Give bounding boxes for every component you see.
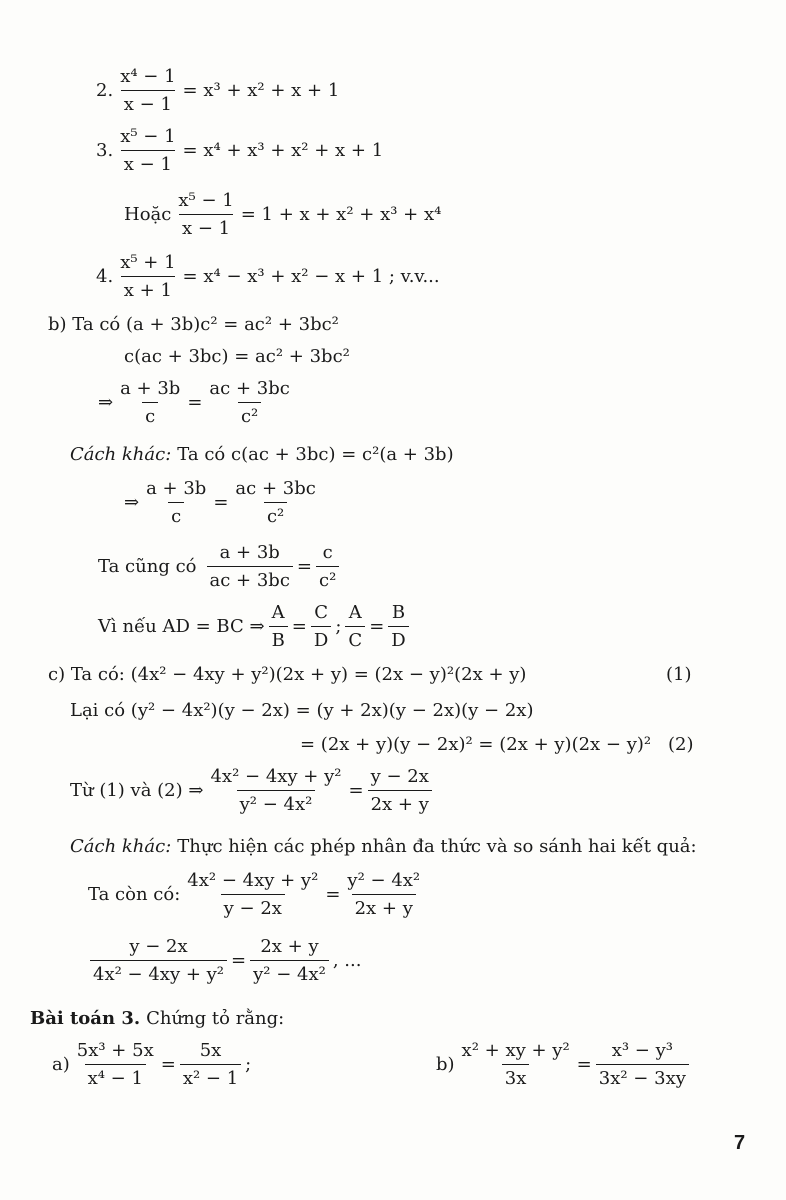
denominator: c² — [264, 502, 287, 526]
fraction — [143, 480, 209, 526]
equation-tag-1: (1) — [666, 664, 692, 685]
denominator: 2x + y — [368, 790, 432, 814]
numerator: 2x + y — [260, 936, 319, 957]
denominator: x⁴ − 1 — [85, 1064, 146, 1088]
denominator: c² — [238, 402, 261, 426]
fraction — [232, 480, 318, 526]
denominator: c — [168, 502, 184, 526]
equals: = — [231, 950, 247, 971]
fraction — [207, 544, 293, 590]
alt-label: Cách khác: — [70, 836, 172, 857]
fraction — [388, 604, 408, 650]
numerator: a + 3b — [146, 478, 207, 499]
numerator: ac + 3bc — [209, 378, 290, 399]
part-b-line2: c(ac + 3bc) = ac² + 3bc² — [124, 346, 350, 367]
label: Hoặc — [124, 204, 172, 225]
fraction — [175, 192, 236, 238]
implies-symbol: ⇒ — [124, 492, 140, 513]
numerator: a + 3b — [219, 542, 280, 563]
part-b-line7 — [98, 604, 413, 650]
alternative-1 — [70, 446, 454, 464]
fraction — [269, 604, 288, 650]
fraction — [207, 768, 344, 814]
separator: ; — [335, 616, 342, 637]
numerator: A — [271, 602, 285, 623]
item-number: 3. — [96, 140, 114, 161]
numerator: x² + xy + y² — [461, 1040, 570, 1061]
separator: ; — [245, 1054, 252, 1075]
problem-3b — [436, 1042, 693, 1088]
fraction — [117, 254, 178, 300]
fraction — [206, 380, 292, 426]
fraction — [316, 544, 339, 590]
numerator: 5x — [199, 1040, 222, 1061]
ellipsis: , ... — [332, 950, 362, 971]
denominator: 3x — [502, 1064, 530, 1088]
rhs: = x⁴ + x³ + x² + x + 1 — [182, 140, 384, 161]
part-b-line3 — [98, 380, 297, 426]
numerator: y − 2x — [129, 936, 188, 957]
fraction — [90, 938, 227, 984]
equals: = — [213, 492, 229, 513]
implies-symbol: ⇒ — [98, 392, 114, 413]
fraction — [344, 872, 423, 918]
numerator: 4x² − 4xy + y² — [187, 870, 319, 891]
equals: = — [348, 780, 364, 801]
fraction — [368, 768, 432, 814]
fraction — [117, 380, 183, 426]
rhs: = 1 + x + x² + x³ + x⁴ — [240, 204, 442, 225]
equation-tag-2: (2) — [668, 734, 694, 755]
denominator: D — [311, 626, 331, 650]
problem-3a — [52, 1042, 251, 1088]
numerator: x³ − y³ — [611, 1040, 673, 1061]
numerator: x⁵ − 1 — [178, 190, 234, 211]
page-number: 7 — [734, 1132, 746, 1154]
item-label: a) — [52, 1054, 70, 1075]
numerator: B — [391, 602, 406, 623]
part-b-line6 — [98, 544, 343, 590]
alt-label: Cách khác: — [70, 444, 172, 465]
alt-text: Ta có c(ac + 3bc) = c²(a + 3b) — [177, 444, 454, 465]
label: Ta còn có: — [88, 884, 181, 905]
denominator: y² − 4x² — [237, 790, 316, 814]
denominator: B — [269, 626, 288, 650]
alternative-2 — [70, 838, 697, 856]
item-number: 4. — [96, 266, 114, 287]
part-b-line1: b) Ta có (a + 3b)c² = ac² + 3bc² — [48, 314, 339, 335]
numerator: ac + 3bc — [235, 478, 316, 499]
denominator: 4x² − 4xy + y² — [90, 960, 227, 984]
part-b-line5 — [124, 480, 323, 526]
part-c-line6 — [88, 872, 427, 918]
label: Vì nếu AD = BC ⇒ — [98, 616, 265, 637]
denominator: C — [345, 626, 365, 650]
numerator: 4x² − 4xy + y² — [210, 766, 342, 787]
denominator: x − 1 — [121, 150, 175, 174]
equation-alt — [124, 192, 441, 238]
problem-title: Bài toán 3. — [30, 1008, 141, 1029]
equals: = — [160, 1054, 176, 1075]
denominator: c² — [316, 566, 339, 590]
numerator: x⁵ − 1 — [120, 126, 176, 147]
denominator: x + 1 — [121, 276, 175, 300]
fraction — [311, 604, 331, 650]
fraction — [74, 1042, 157, 1088]
denominator: ac + 3bc — [207, 566, 293, 590]
equals: = — [296, 556, 312, 577]
equals: = — [187, 392, 203, 413]
label: Từ (1) và (2) ⇒ — [70, 780, 204, 801]
numerator: a + 3b — [120, 378, 181, 399]
item-label: b) — [436, 1054, 455, 1075]
denominator: 2x + y — [352, 894, 416, 918]
part-c-line3: = (2x + y)(y − 2x)² = (2x + y)(2x − y)² — [300, 734, 652, 755]
fraction — [596, 1042, 689, 1088]
denominator: x² − 1 — [180, 1064, 241, 1088]
denominator: y − 2x — [221, 894, 285, 918]
numerator: y² − 4x² — [347, 870, 421, 891]
numerator: c — [322, 542, 333, 563]
part-c-line7 — [86, 938, 361, 984]
numerator: x⁴ − 1 — [120, 66, 176, 87]
rhs: = x³ + x² + x + 1 — [182, 80, 340, 101]
problem-3-heading — [30, 1010, 284, 1028]
denominator: 3x² − 3xy — [596, 1064, 689, 1088]
fraction — [459, 1042, 573, 1088]
fraction — [250, 938, 329, 984]
item-number: 2. — [96, 80, 114, 101]
denominator: x − 1 — [121, 90, 175, 114]
equals: = — [369, 616, 385, 637]
denominator: x − 1 — [179, 214, 233, 238]
equation-3 — [96, 128, 383, 174]
equation-4 — [96, 254, 440, 300]
label: Ta cũng có — [98, 556, 197, 577]
denominator: D — [388, 626, 408, 650]
part-c-line2: Lại có (y² − 4x²)(y − 2x) = (y + 2x)(y − 2x)(y − 2x) — [70, 700, 534, 721]
fraction — [117, 68, 178, 114]
denominator: y² − 4x² — [250, 960, 329, 984]
alt-text: Thực hiện các phép nhân đa thức và so sánh hai kết quả: — [177, 836, 697, 857]
numerator: y − 2x — [370, 766, 429, 787]
fraction — [180, 1042, 241, 1088]
rhs: = x⁴ − x³ + x² − x + 1 ; v.v... — [182, 266, 440, 287]
part-c-line1: c) Ta có: (4x² − 4xy + y²)(2x + y) = (2x − y)²(2x + y) — [48, 664, 527, 685]
numerator: x⁵ + 1 — [120, 252, 176, 273]
equals: = — [291, 616, 307, 637]
numerator: C — [314, 602, 328, 623]
numerator: A — [348, 602, 362, 623]
fraction — [184, 872, 321, 918]
equals: = — [325, 884, 341, 905]
denominator: c — [142, 402, 158, 426]
fraction — [345, 604, 365, 650]
fraction — [117, 128, 178, 174]
equation-2 — [96, 68, 339, 114]
equals: = — [576, 1054, 592, 1075]
problem-text: Chứng tỏ rằng: — [146, 1008, 285, 1029]
part-c-line4 — [70, 768, 436, 814]
numerator: 5x³ + 5x — [76, 1040, 154, 1061]
